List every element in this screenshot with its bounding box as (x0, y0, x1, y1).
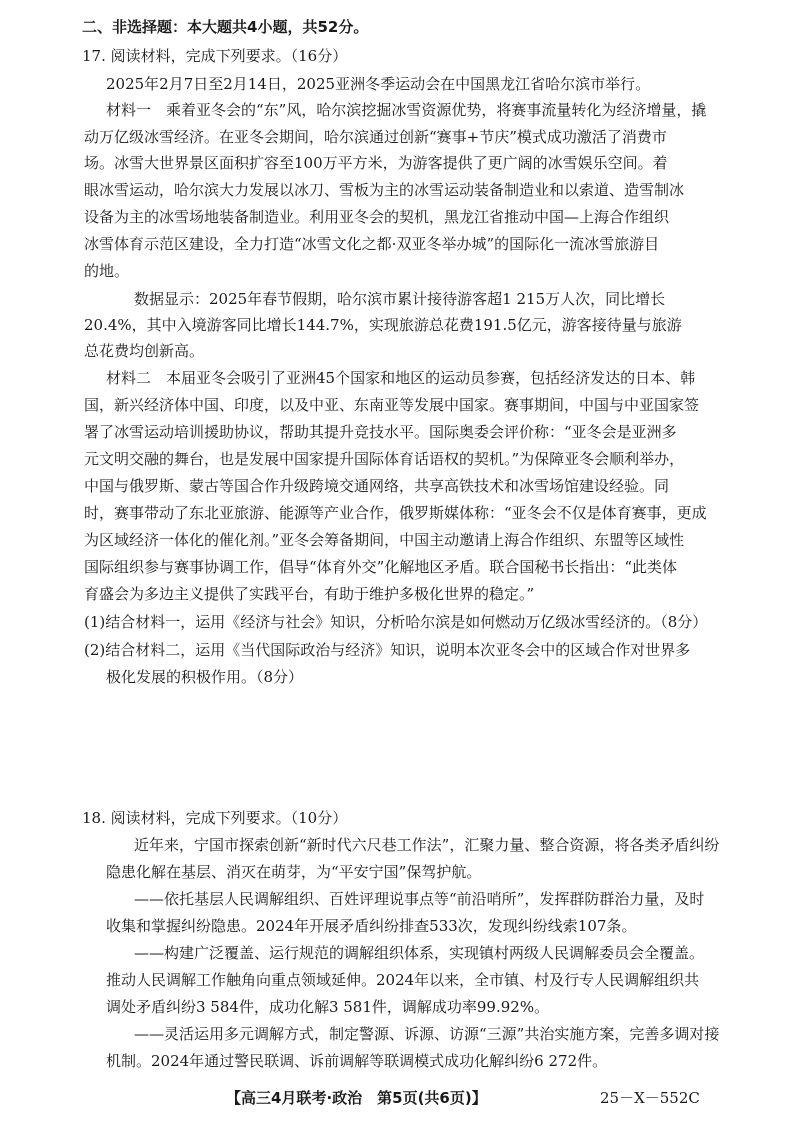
q17-m2-line: 中国与俄罗斯、蒙古等国合作升级跨境交通网络，共享高铁技术和冰雪场馆建设经验。同 (84, 477, 670, 495)
section-heading: 二、非选择题：本大题共4小题，共52分。 (82, 18, 369, 36)
q18-p2-line: 收集和掌握纠纷隐患。2024年开展矛盾纠纷排查533次，发现纠纷线索107条。 (106, 917, 637, 935)
q17-m2-line: 国，新兴经济体中国、印度，以及中亚、东南亚等发展中国家。赛事期间，中国与中亚国家签 (84, 396, 700, 414)
q18-p1-line: 近年来，宁国市探索创新“新时代六尺巷工作法”，汇聚力量、整合资源，将各类矛盾纠纷 (134, 836, 720, 854)
q18-stem: 18. 阅读材料，完成下列要求。（10分） (82, 809, 348, 827)
q17-m2-line: 署了冰雪运动培训援助协议，帮助其提升竞技水平。国际奥委会评价称：“亚冬会是亚洲多 (84, 423, 677, 441)
q17-m1-line: 眼冰雪运动，哈尔滨大力发展以冰刀、雪板为主的冰雪运动装备制造业和以索道、造雪制冰 (84, 181, 685, 199)
q17-m1-line: 材料一 乘着亚冬会的“东”风，哈尔滨挖掘冰雪资源优势，将赛事流量转化为经济增量，撬 (106, 101, 707, 119)
q18-p4-line: 机制。2024年通过警民联调、诉前调解等联调模式成功化解纠纷6 272件。 (106, 1052, 608, 1070)
q17-m1-line: 的地。 (84, 262, 130, 280)
q17-m2-line: 为区域经济一体化的催化剂。”亚冬会筹备期间，中国主动邀请上海合作组织、东盟等区域性 (84, 531, 685, 549)
q17-stem: 17. 阅读材料，完成下列要求。（16分） (82, 47, 348, 65)
q17-sub2-line: (2)结合材料二，运用《当代国际政治与经济》知识，说明本次亚冬会中的区域合作对世界多 (84, 641, 691, 659)
footer-title: 【高三4月联考·政治 第5页(共6页)】 (226, 1089, 487, 1107)
q18-p3-line: ——构建广泛覆盖、运行规范的调解组织体系，实现镇村两级人民调解委员会全覆盖。 (134, 944, 705, 962)
q17-m1-line: 场。冰雪大世界景区面积扩容至100万平方米，为游客提供了更广阔的冰雪娱乐空间。着 (84, 154, 668, 172)
q17-m2-line: 时，赛事带动了东北亚旅游、能源等产业合作，俄罗斯媒体称：“亚冬会不仅是体育赛事，更成 (84, 504, 707, 522)
q17-m2-line: 元文明交融的舞台，也是发展中国家提升国际体育话语权的契机。”为保障亚冬会顺利举办， (84, 450, 685, 468)
q17-sub1: (1)结合材料一，运用《经济与社会》知识，分析哈尔滨是如何燃动万亿级冰雪经济的。（8分） (84, 613, 708, 631)
q18-p2-line: ——依托基层人民调解组织、百姓评理说事点等“前沿哨所”，发挥群防群治力量，及时 (134, 890, 705, 908)
q17-m1-line: 动万亿级冰雪经济。在亚冬会期间，哈尔滨通过创新“赛事+节庆”模式成功激活了消费市 (84, 128, 667, 146)
q17-sub2-line: 极化发展的积极作用。（8分） (106, 668, 304, 686)
q17-data-line: 20.4%，其中入境游客同比增长144.7%，实现旅游总花费191.5亿元，游客接待量与旅游 (84, 316, 682, 334)
q17-data-line: 数据显示：2025年春节假期，哈尔滨市累计接待游客超1 215万人次，同比增长 (134, 290, 666, 308)
q17-m1-line: 设备为主的冰雪场地装备制造业。利用亚冬会的契机，黑龙江省推动中国—上海合作组织 (84, 208, 670, 226)
q17-data-line: 总花费均创新高。 (84, 342, 205, 360)
footer-code: 25－X－552C (600, 1089, 700, 1107)
q18-p3-line: 推动人民调解工作触角向重点领域延伸。2024年以来，全市镇、村及行专人民调解组织共 (106, 971, 700, 989)
q17-m2-line: 国际组织参与赛事协调工作，倡导“体育外交”化解地区矛盾。联合国秘书长指出：“此类体 (84, 558, 678, 576)
q18-p4-line: ——灵活运用多元调解方式，制定警源、诉源、访源“三源”共治实施方案，完善多调对接 (134, 1025, 720, 1043)
q18-p3-line: 调处矛盾纠纷3 584件，成功化解3 581件，调解成功率99.92%。 (106, 998, 550, 1016)
q17-m2-line: 材料二 本届亚冬会吸引了亚洲45个国家和地区的运动员参赛，包括经济发达的日本、韩 (106, 369, 696, 387)
q17-m1-line: 冰雪体育示范区建设，全力打造“冰雪文化之都·双亚冬举办城”的国际化一流冰雪旅游目 (84, 235, 660, 253)
q17-m2-line: 育盛会为多边主义提供了实践平台，有助于维护多极化世界的稳定。” (84, 585, 535, 603)
q18-p1-line: 隐患化解在基层、消灭在萌芽，为“平安宁国”保驾护航。 (106, 863, 482, 881)
q17-intro: 2025年2月7日至2月14日，2025亚洲冬季运动会在中国黑龙江省哈尔滨市举行。 (106, 75, 651, 93)
